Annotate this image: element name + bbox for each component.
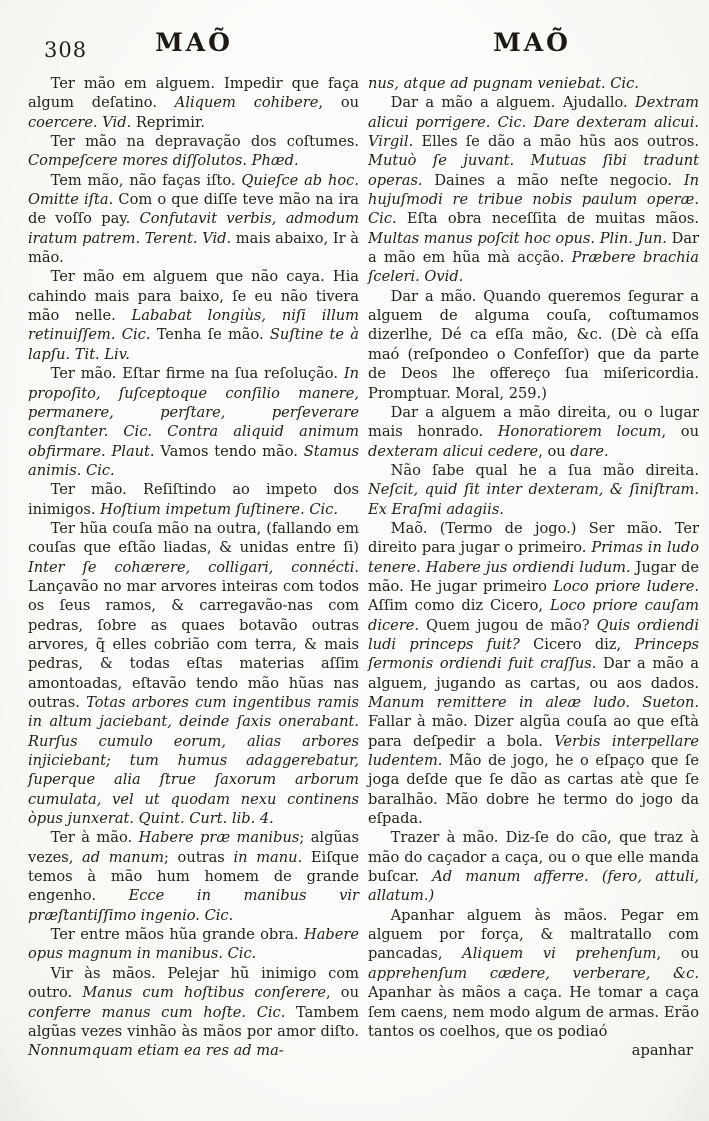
portuguese-roman-text: , ou: [656, 945, 699, 963]
portuguese-roman-text: , ou: [661, 423, 699, 441]
latin-italic-text: In propoſito, ſuſceptoque conſilio manere, permanere, perſtare, perſeverare conſtanter. Cic. Contra aliquid animum obfirmare. Plaut.: [28, 365, 359, 460]
dictionary-paragraph: [28, 480, 359, 519]
portuguese-roman-text: Lançavão no mar arvores inteiras com todos os ſeus ramos, & carregavão-nas com pedras, ſobre as quaes botavão outras arvores, q̃ elles cobrião com terra, & mais pedras, & todas eſtas materias aſſim amontoadas, eſtavão tendo mão hũas nas outras.: [28, 577, 359, 711]
latin-italic-text: Aliquem cohibere: [174, 94, 319, 112]
portuguese-roman-text: Maõ. (Termo de jogo.) Ser mão. Ter direito para jugar o primeiro.: [368, 519, 699, 557]
latin-italic-text: Ad manum afferre. (fero, attuli, allatum.): [368, 868, 700, 905]
portuguese-roman-text: Ter mão. Reſiſtindo ao impeto dos inimigos.: [28, 481, 359, 518]
latin-italic-text: Dextram alicui porrigere. Cic. Dare dexteram alicui. Virgil.: [368, 94, 699, 151]
latin-italic-text: In hujuſmodi re tribue nobis paulum operæ. Cic.: [368, 171, 699, 228]
portuguese-roman-text: , ou: [538, 442, 571, 460]
catchword: apanhar: [631, 1042, 693, 1060]
dictionary-paragraph: [368, 519, 699, 829]
latin-italic-text: Lababat longiùs, niſi illum retinuiſſem. Cic.: [28, 307, 360, 344]
latin-italic-text: Suſtine te à lapſu. Tit. Liv.: [28, 326, 359, 363]
dictionary-paragraph: [28, 74, 359, 132]
portuguese-roman-text: Apanhar às mãos a caça. He tomar a caça ſem caens, nem modo algum de armas. Erão tantos os coelhos, que os podiaó: [368, 984, 699, 1040]
portuguese-roman-text: mais abaixo, Ir à mão.: [28, 229, 359, 267]
latin-italic-text: dare.: [570, 442, 609, 460]
dictionary-paragraph: [368, 74, 699, 93]
portuguese-roman-text: Ter mão. Eſtar firme na ſua reſolução.: [50, 365, 344, 383]
portuguese-roman-text: Tambem algũas vezes vinhão às mãos por amor diſto.: [28, 1003, 359, 1040]
portuguese-roman-text: Ter à mão.: [50, 829, 139, 847]
dictionary-paragraph: [368, 93, 699, 286]
dictionary-paragraph: [28, 364, 359, 480]
latin-italic-text: Neſcit, quid ſit inter dexteram, & ſiniſtram. Ex Eraſmi adagiis.: [368, 481, 699, 518]
latin-italic-text: Manum remittere in aleæ ludo. Sueton.: [368, 694, 699, 711]
portuguese-roman-text: Não ſabe qual he a ſua mão direita.: [390, 461, 699, 479]
portuguese-roman-text: Vamos tendo mão.: [154, 442, 304, 460]
latin-italic-text: Verbis interpellare ludentem.: [368, 732, 699, 770]
portuguese-roman-text: Dar a mão a alguem, jugando as cartas, ou aos dados.: [368, 655, 699, 692]
portuguese-roman-text: ; algũas vezes,: [28, 829, 359, 866]
portuguese-roman-text: Dar a mão. Quando queremos ſegurar a alguem de alguma couſa, coſtumamos dizerlhe, Dé ca eſſa mão, &c. (Dè cà eſſa maó (reſpondeo o Confeſſor) que da parte de Deos lhe offereço ſua miſericordia. Promptuar. Moral, 259.): [368, 287, 699, 402]
latin-italic-text: Honoratiorem locum: [497, 423, 662, 441]
portuguese-roman-text: , ou: [318, 94, 359, 112]
latin-italic-text: Compeſcere mores diſſolutos. Phæd.: [28, 152, 299, 170]
dictionary-paragraph: [28, 267, 359, 364]
portuguese-roman-text: Jugar de mão. He jugar primeiro: [368, 558, 699, 595]
dictionary-paragraph: [28, 925, 359, 964]
latin-italic-text: Præbere brachia ſceleri. Ovid.: [368, 249, 699, 286]
latin-italic-text: Aliquem vi prehenſum: [462, 945, 657, 963]
dictionary-paragraph: [368, 906, 699, 1041]
latin-italic-text: Stamus animis. Cic.: [28, 442, 360, 479]
portuguese-roman-text: Fallar à mão. Dizer algũa couſa ao que eſtà para deſpedir a bola.: [368, 713, 699, 750]
text-column-left: [28, 74, 359, 1061]
latin-italic-text: coercere. Vid.: [28, 113, 132, 131]
portuguese-roman-text: Vir às mãos. Pelejar hũ inimigo com outro.: [28, 964, 359, 1002]
portuguese-roman-text: Daines a mão neſte negocio.: [422, 171, 684, 189]
latin-italic-text: Mutuò ſe juvant. Mutuas ſibi tradunt operas.: [368, 152, 699, 189]
latin-italic-text: Multas manus poſcit hoc opus. Plin. Jun.: [368, 229, 667, 247]
running-title-left: MAÕ: [155, 28, 233, 57]
portuguese-roman-text: Dar a alguem a mão direita, ou o lugar mais honrado.: [368, 403, 699, 441]
latin-italic-text: Manus cum hoſtibus conſerere: [82, 984, 327, 1002]
portuguese-roman-text: Ter mão em alguem. Impedir que faça algum deſatino.: [28, 75, 359, 112]
text-columns: [28, 74, 699, 1061]
latin-italic-text: Loco priore cauſam dicere.: [368, 597, 699, 634]
portuguese-roman-text: Ter mão em alguem que não caya. Hia cahindo mais para baixo, ſe eu não tivera mão nelle.: [28, 268, 359, 325]
latin-italic-text: Loco priore ludere.: [553, 577, 699, 595]
portuguese-roman-text: Com o que diſſe teve mão na ira de voſſo pay.: [28, 191, 360, 228]
latin-italic-text: dexteram alicui cedere: [368, 442, 539, 460]
latin-italic-text: Princeps ſermonis ordiendi fuit craſſus.: [368, 635, 699, 673]
portuguese-roman-text: Dar a mão em hũa mà acção.: [368, 229, 699, 267]
latin-italic-text: Habere opus magnum in manibus. Cic.: [28, 926, 359, 963]
portuguese-roman-text: Ter mão na depravação dos coſtumes.: [50, 133, 359, 151]
portuguese-roman-text: Tem mão, não faças iſto.: [50, 171, 242, 189]
latin-italic-text: in manu.: [233, 848, 303, 866]
portuguese-roman-text: Tenha ſe mão.: [150, 326, 270, 344]
page-number: 308: [44, 38, 88, 62]
portuguese-roman-text: Dar a mão a alguem. Ajudallo.: [390, 94, 636, 112]
dictionary-paragraph: [28, 171, 359, 268]
portuguese-roman-text: Reprimir.: [131, 113, 205, 131]
latin-italic-text: Hoſtium impetum ſuſtinere. Cic.: [100, 500, 338, 518]
dictionary-paragraph: [28, 964, 359, 1061]
latin-italic-text: Totas arbores cum ingentibus ramis in altum jaciebant, deinde ſaxis onerabant. Rurſus cumulo eorum, alias arbores injiciebant; tum humus adaggerebatur, ſuperque alia ſtrue ſaxorum arborum cumulata, vel ut quodam nexu continens òpus junxerat. Quint. Curt. lib. 4.: [28, 694, 359, 828]
dictionary-paragraph: [368, 403, 699, 461]
portuguese-roman-text: Trazer à mão. Diz-ſe do cão, que traz à mão do caçador a caça, ou o que elle manda buſcar.: [368, 829, 699, 886]
portuguese-roman-text: Quem jugou de mão?: [419, 616, 597, 634]
portuguese-roman-text: Elles ſe dão a mão hũs aos outros.: [413, 133, 699, 151]
portuguese-roman-text: Aſſim como diz Cicero,: [368, 597, 551, 615]
portuguese-roman-text: Apanhar alguem às mãos. Pegar em alguem por força, & maltratallo com pancadas,: [368, 906, 699, 963]
latin-italic-text: conferre manus cum hoſte. Cic.: [28, 1003, 286, 1021]
latin-italic-text: apprehenſum cædere, verberare, &c.: [368, 964, 699, 982]
portuguese-roman-text: Ter entre mãos hũa grande obra.: [50, 926, 304, 944]
latin-italic-text: Quieſce ab hoc. Omitte iſta.: [28, 171, 359, 209]
latin-italic-text: Confutavit verbis, admodum iratum patrem. Terent. Vid.: [28, 210, 359, 247]
latin-italic-text: Ecce in manibus vir præſtantiſſimo ingenio. Cic.: [28, 887, 360, 924]
portuguese-roman-text: Eſta obra neceſſita de muitas mãos.: [396, 210, 699, 228]
dictionary-paragraph: [368, 828, 699, 905]
latin-italic-text: Inter ſe cohærere, colligari, connécti.: [28, 558, 359, 576]
latin-italic-text: Nonnumquam etiam ea res ad ma-: [28, 1042, 284, 1060]
portuguese-roman-text: ; outras: [163, 848, 234, 866]
latin-italic-text: Quis ordiendi ludi princeps fuit?: [368, 616, 699, 653]
page-header: [0, 28, 709, 72]
portuguese-roman-text: , ou: [326, 984, 359, 1002]
portuguese-roman-text: Mão de jogo, he o eſpaço que ſe joga deſde que ſe dão as cartas atè que ſe baralhão. Mão dobre he termo do jogo da eſpada.: [368, 752, 699, 828]
dictionary-paragraph: [28, 132, 359, 171]
portuguese-roman-text: Cicero diz,: [519, 635, 635, 653]
dictionary-paragraph: [28, 828, 359, 925]
dictionary-paragraph: [368, 287, 699, 403]
text-column-right: [368, 74, 699, 1061]
latin-italic-text: Primas in ludo tenere. Habere jus ordiendi ludum.: [368, 539, 700, 576]
dictionary-paragraph: [28, 519, 359, 829]
dictionary-paragraph: [368, 461, 699, 519]
latin-italic-text: nus, atque ad pugnam veniebat. Cic.: [368, 75, 639, 92]
latin-italic-text: Habere præ manibus: [138, 829, 300, 847]
portuguese-roman-text: Eiſque temos à mão hum homem de grande engenho.: [28, 848, 359, 905]
running-title-right: MAÕ: [493, 28, 571, 57]
latin-italic-text: ad manum: [82, 848, 164, 866]
portuguese-roman-text: Ter hũa couſa mão na outra, (fallando em couſas que eſtão liadas, & unidas entre ſi): [28, 519, 359, 557]
